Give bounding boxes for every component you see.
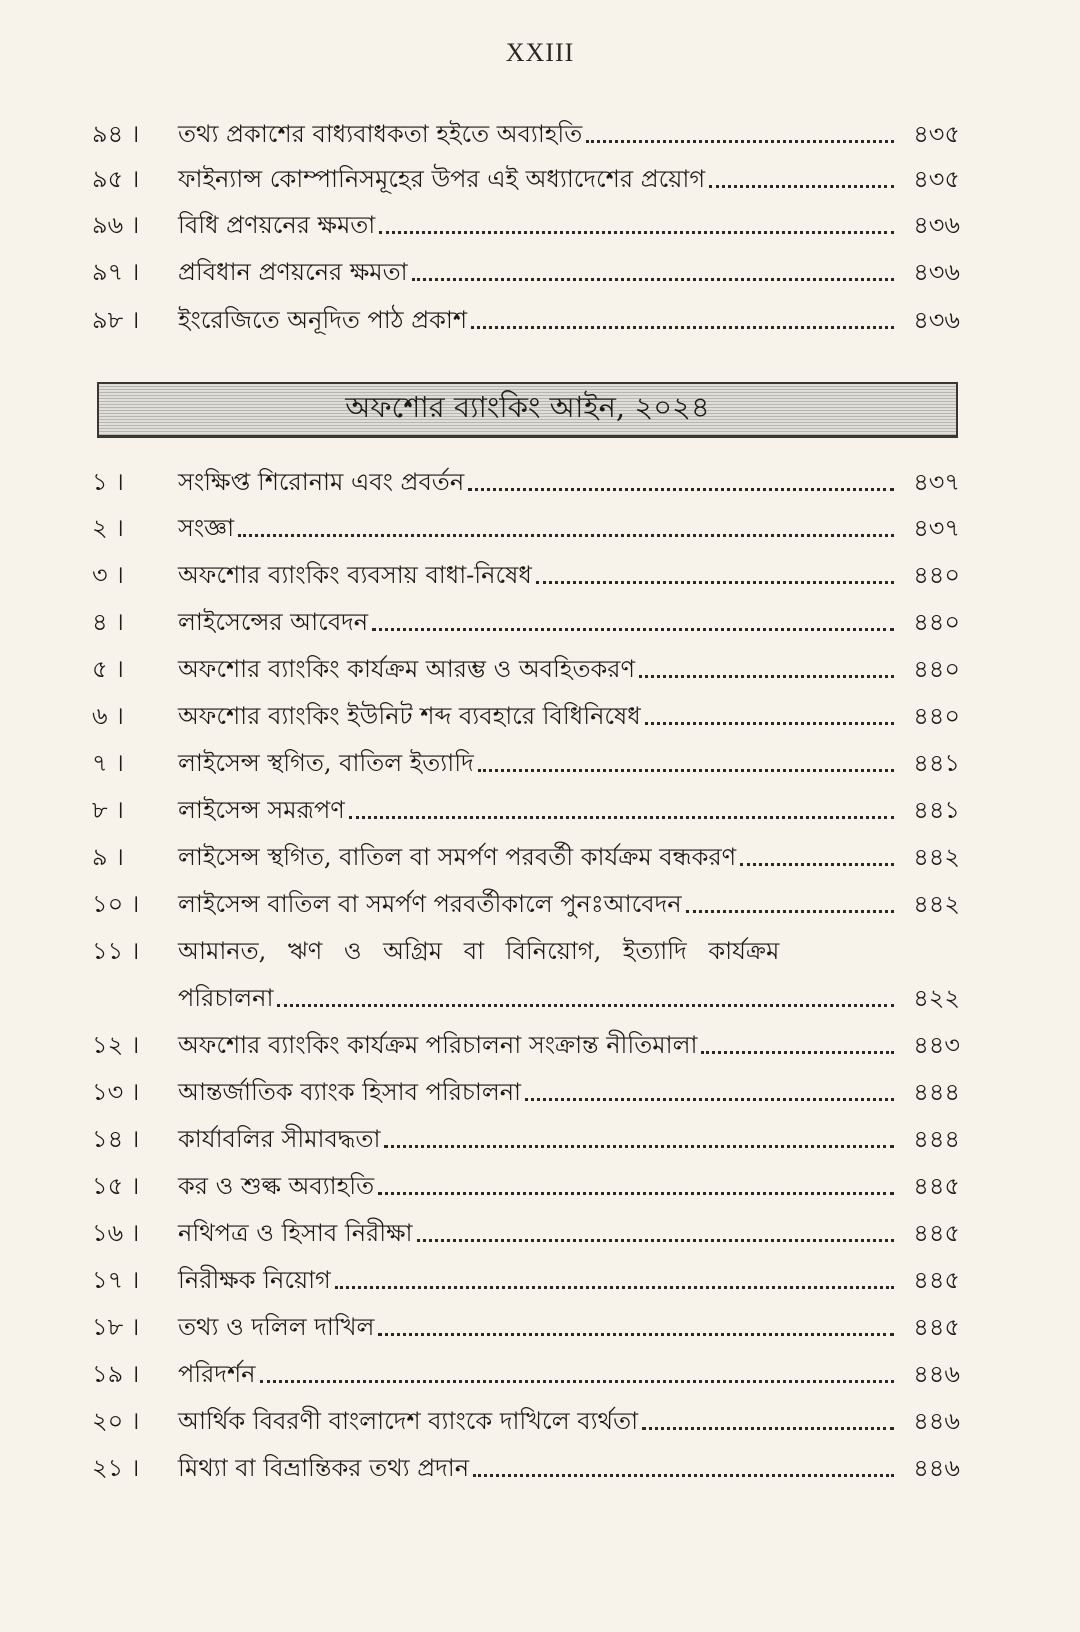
entry-title: অফশোর ব্যাংকিং ব্যবসায় বাধা-নিষেধ xyxy=(178,561,532,589)
entry-number: ৭ । xyxy=(92,749,124,777)
toc-entry[interactable] xyxy=(92,1444,960,1484)
dot-leader xyxy=(478,769,894,772)
entry-number: ২০ । xyxy=(92,1407,140,1435)
entry-page: ৪৪২ xyxy=(913,843,960,871)
entry-page: ৪৪৩ xyxy=(913,1031,960,1059)
dot-leader xyxy=(586,140,894,143)
entry-title: বিধি প্রণয়নের ক্ষমতা xyxy=(178,211,376,239)
entry-page: ৪৩৬ xyxy=(913,211,960,239)
dot-leader xyxy=(384,1145,894,1148)
entry-title: অফশোর ব্যাংকিং কার্যক্রম আরম্ভ ও অবহিতকরণ xyxy=(178,655,636,683)
toc-entry[interactable] xyxy=(92,880,960,920)
entry-page: ৪৪৬ xyxy=(913,1407,960,1435)
entry-page: ৪৪১ xyxy=(913,749,960,777)
entry-title: সংজ্ঞা xyxy=(178,514,235,542)
entry-number: ১৬ । xyxy=(92,1219,140,1247)
entry-title: ইংরেজিতে অনূদিত পাঠ প্রকাশ xyxy=(178,306,468,334)
entry-title: পরিদর্শন xyxy=(178,1360,256,1388)
entry-title: কর ও শুল্ক অব্যাহতি xyxy=(178,1172,375,1200)
entry-title: নিরীক্ষক নিয়োগ xyxy=(178,1266,331,1294)
entry-page: ৪৪০ xyxy=(913,702,960,730)
toc-entry[interactable] xyxy=(92,833,960,873)
toc-entry[interactable] xyxy=(92,692,960,732)
entry-title: সংক্ষিপ্ত শিরোনাম এবং প্রবর্তন xyxy=(178,468,465,496)
entry-page: ৪৪৫ xyxy=(913,1219,960,1247)
toc-entry[interactable] xyxy=(92,110,960,150)
dot-leader xyxy=(686,910,894,913)
toc-entry[interactable] xyxy=(92,201,960,241)
entry-title: লাইসেন্স স্থগিত, বাতিল বা সমর্পণ পরবর্তী কার্যক্রম বন্ধকরণ xyxy=(178,843,737,871)
entry-page: ৪৪৫ xyxy=(913,1313,960,1341)
dot-leader xyxy=(639,675,894,678)
toc-entry[interactable] xyxy=(92,1303,960,1343)
dot-leader xyxy=(642,1427,894,1430)
dot-leader xyxy=(260,1380,895,1383)
entry-number: ১০ । xyxy=(92,890,140,918)
entry-title: তথ্য ও দলিল দাখিল xyxy=(178,1313,375,1341)
entry-number: ১৪ । xyxy=(92,1125,140,1153)
entry-title: লাইসেন্স সমরূপণ xyxy=(178,796,345,824)
entry-number: ১২ । xyxy=(92,1031,140,1059)
entry-page: ৪৪৪ xyxy=(913,1078,960,1106)
entry-title: লাইসেন্সের আবেদন xyxy=(178,608,369,636)
entry-page: ৪৩৫ xyxy=(913,165,960,193)
entry-page: ৪৪৫ xyxy=(913,1266,960,1294)
page-number: XXIII xyxy=(505,38,575,67)
entry-page: ৪৪০ xyxy=(913,561,960,589)
toc-entry[interactable] xyxy=(92,1162,960,1202)
toc-entry[interactable] xyxy=(92,927,960,967)
toc-entry[interactable] xyxy=(92,645,960,685)
toc-entry[interactable] xyxy=(92,1256,960,1296)
entry-page: ৪৪৪ xyxy=(913,1125,960,1153)
toc-entry[interactable] xyxy=(92,1350,960,1390)
dot-leader xyxy=(335,1286,894,1289)
toc-entry[interactable] xyxy=(92,598,960,638)
entry-number: ৯৫ । xyxy=(92,165,140,193)
entry-page: ৪৪৬ xyxy=(913,1360,960,1388)
entry-number: ১ । xyxy=(92,468,124,496)
entry-title: নথিপত্র ও হিসাব নিরীক্ষা xyxy=(178,1219,413,1247)
dot-leader xyxy=(709,185,894,188)
entry-number: ৯ । xyxy=(92,843,124,871)
entry-number: ১১ । xyxy=(92,937,140,965)
entry-number: ১৩ । xyxy=(92,1078,140,1106)
toc-entry[interactable] xyxy=(92,1068,960,1108)
toc-entry[interactable] xyxy=(92,739,960,779)
toc-entry[interactable] xyxy=(92,1397,960,1437)
dot-leader xyxy=(372,628,894,631)
toc-entry[interactable] xyxy=(92,504,960,544)
toc-entry[interactable] xyxy=(92,551,960,591)
dot-leader xyxy=(525,1098,894,1101)
dot-leader xyxy=(349,816,894,819)
entry-number: ৯৬ । xyxy=(92,211,140,239)
dot-leader xyxy=(412,278,894,281)
entry-number: ১৮ । xyxy=(92,1313,140,1341)
entry-title: অফশোর ব্যাংকিং ইউনিট শব্দ ব্যবহারে বিধিনিষেধ xyxy=(178,702,641,730)
toc-entry[interactable] xyxy=(92,458,960,498)
dot-leader xyxy=(378,1192,894,1195)
entry-number: ৫ । xyxy=(92,655,124,683)
entry-page: ৪৩৬ xyxy=(913,258,960,286)
entry-title: আর্থিক বিবরণী বাংলাদেশ ব্যাংকে দাখিলে ব্যর্থতা xyxy=(178,1407,639,1435)
entry-title: আন্তর্জাতিক ব্যাংক হিসাব পরিচালনা xyxy=(178,1078,522,1106)
entry-page: ৪৩৭ xyxy=(913,514,960,542)
dot-leader xyxy=(378,1333,894,1336)
dot-leader xyxy=(277,1004,894,1007)
toc-entry[interactable] xyxy=(92,1021,960,1061)
entry-number: ১৯ । xyxy=(92,1360,140,1388)
entry-page: ৪৪১ xyxy=(913,796,960,824)
entry-title: কার্যাবলির সীমাবদ্ধতা xyxy=(178,1125,381,1153)
dot-leader xyxy=(473,1474,894,1477)
toc-entry-continuation[interactable] xyxy=(92,974,960,1014)
entry-number: ৪ । xyxy=(92,608,124,636)
toc-entry[interactable] xyxy=(92,248,960,288)
entry-title: আমানত, ঋণ ও অগ্রিম বা বিনিয়োগ, ইত্যাদি কার্যক্রম xyxy=(178,937,780,965)
toc-entry[interactable] xyxy=(92,1115,960,1155)
entry-number: ২ । xyxy=(92,514,124,542)
dot-leader xyxy=(536,581,894,584)
entry-number: ১৭ । xyxy=(92,1266,140,1294)
entry-page: ৪৩৬ xyxy=(913,306,960,334)
dot-leader xyxy=(379,231,894,234)
entry-title: অফশোর ব্যাংকিং কার্যক্রম পরিচালনা সংক্রান্ত নীতিমালা xyxy=(178,1031,698,1059)
entry-number: ৬ । xyxy=(92,702,124,730)
dot-leader xyxy=(468,488,894,491)
entry-title: ফাইন্যান্স কোম্পানিসমূহের উপর এই অধ্যাদেশের প্রয়োগ xyxy=(178,165,706,193)
toc-entry[interactable] xyxy=(92,296,960,336)
entry-page: ৪৪৫ xyxy=(913,1172,960,1200)
entry-title: তথ্য প্রকাশের বাধ্যবাধকতা হইতে অব্যাহতি xyxy=(178,120,583,148)
entry-title: মিথ্যা বা বিভ্রান্তিকর তথ্য প্রদান xyxy=(178,1454,470,1482)
entry-number: ২১ । xyxy=(92,1454,140,1482)
dot-leader xyxy=(471,326,894,329)
toc-entry[interactable] xyxy=(92,155,960,195)
entry-title: প্রবিধান প্রণয়নের ক্ষমতা xyxy=(178,258,408,286)
entry-number: ১৫ । xyxy=(92,1172,140,1200)
entry-number: ৮ । xyxy=(92,796,124,824)
entry-page: ৪৩৫ xyxy=(913,120,960,148)
entry-number: ৩ । xyxy=(92,561,124,589)
section-title: অফশোর ব্যাংকিং আইন, ২০২৪ xyxy=(345,390,710,424)
entry-number: ৯৭ । xyxy=(92,258,140,286)
entry-page: ৪৪০ xyxy=(913,655,960,683)
entry-number: ৯৮ । xyxy=(92,306,140,334)
dot-leader xyxy=(645,722,894,725)
entry-page: ৪৪৬ xyxy=(913,1454,960,1482)
entry-number: ৯৪ । xyxy=(92,120,140,148)
dot-leader xyxy=(740,863,894,866)
entry-title: লাইসেন্স বাতিল বা সমর্পণ পরবর্তীকালে পুনঃআবেদন xyxy=(178,890,682,918)
dot-leader xyxy=(701,1051,894,1054)
entry-title-continuation: পরিচালনা xyxy=(178,984,274,1012)
section-header-box xyxy=(97,382,958,438)
toc-entry[interactable] xyxy=(92,1209,960,1249)
toc-entry[interactable] xyxy=(92,786,960,826)
entry-page: ৪২২ xyxy=(913,984,960,1012)
dot-leader xyxy=(238,534,894,537)
dot-leader xyxy=(417,1239,894,1242)
entry-page: ৪৪০ xyxy=(913,608,960,636)
entry-page: ৪৩৭ xyxy=(913,468,960,496)
entry-page: ৪৪২ xyxy=(913,890,960,918)
entry-title: লাইসেন্স স্থগিত, বাতিল ইত্যাদি xyxy=(178,749,474,777)
